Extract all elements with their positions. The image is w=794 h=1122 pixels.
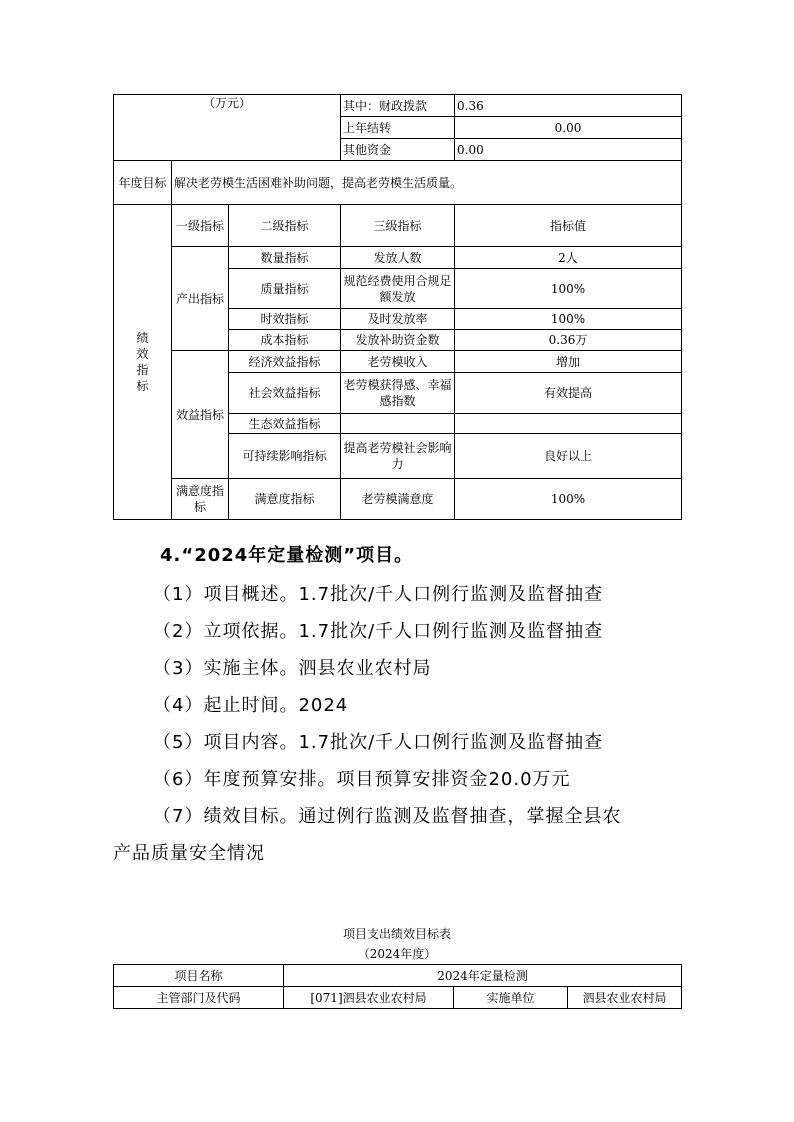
project-name-value: 2024年定量检测 xyxy=(284,965,682,987)
perf-label: 绩效指标 xyxy=(114,205,172,520)
funds-label: （万元） xyxy=(202,96,251,110)
funds-label-cell xyxy=(114,95,341,161)
output-label: 产出指标 xyxy=(172,247,229,351)
performance-table xyxy=(113,94,682,520)
project-name-label: 项目名称 xyxy=(114,965,284,987)
row-l2: 时效指标 xyxy=(229,309,341,330)
annual-goal-text: 解决老劳模生活困难补助问题，提高老劳模生活质量。 xyxy=(172,161,682,205)
row-l2: 可持续影响指标 xyxy=(229,434,341,479)
row-l2: 社会效益指标 xyxy=(229,373,341,414)
section-item: 产品质量安全情况 xyxy=(113,843,265,864)
row-value: 100% xyxy=(455,479,682,520)
unit-value: 泗县农业农村局 xyxy=(568,987,682,1009)
effect-label: 效益指标 xyxy=(172,351,229,479)
section-item: （2）立项依据。1.7批次/千人口例行监测及监督抽查 xyxy=(153,621,604,642)
row-value: 2人 xyxy=(455,247,682,269)
row-l3: 老劳模获得感、幸福感指数 xyxy=(341,373,455,414)
row-l3: 发放补助资金数 xyxy=(341,330,455,351)
annual-goal-label: 年度目标 xyxy=(114,161,172,205)
row-l3 xyxy=(341,414,455,434)
row-l3: 老劳模收入 xyxy=(341,351,455,373)
row-value: 良好以上 xyxy=(455,434,682,479)
row-l2: 质量指标 xyxy=(229,269,341,309)
fiscal-label: 其中：财政拨款 xyxy=(341,95,455,117)
row-value: 100% xyxy=(455,309,682,330)
row-l3: 及时发放率 xyxy=(341,309,455,330)
section-item: （4）起止时间。2024 xyxy=(153,695,349,716)
section-item: （3）实施主体。泗县农业农村局 xyxy=(153,658,432,679)
row-value xyxy=(455,414,682,434)
row-l3: 提高老劳模社会影响力 xyxy=(341,434,455,479)
hdr-level2: 二级指标 xyxy=(229,205,341,247)
row-l3: 老劳模满意度 xyxy=(341,479,455,520)
other-label: 其他资金 xyxy=(341,139,455,161)
fiscal-value: 0.36 xyxy=(455,95,682,117)
section-item: （5）项目内容。1.7批次/千人口例行监测及监督抽查 xyxy=(153,732,604,753)
hdr-level1: 一级指标 xyxy=(172,205,229,247)
row-l2: 生态效益指标 xyxy=(229,414,341,434)
section-item: （6）年度预算安排。项目预算安排资金20.0万元 xyxy=(153,769,571,790)
row-l3: 发放人数 xyxy=(341,247,455,269)
other-value: 0.00 xyxy=(455,139,682,161)
dept-label: 主管部门及代码 xyxy=(114,987,284,1009)
carry-label: 上年结转 xyxy=(341,117,455,139)
section-heading: 4.“2024年定量检测”项目。 xyxy=(160,545,414,566)
dept-value: [071]泗县农业农村局 xyxy=(284,987,454,1009)
table2-subtitle: （2024年度） xyxy=(357,947,437,961)
hdr-value: 指标值 xyxy=(455,205,682,247)
row-value: 增加 xyxy=(455,351,682,373)
satisfaction-label: 满意度指标 xyxy=(172,479,229,520)
row-l3: 规范经费使用合规足额发放 xyxy=(341,269,455,309)
section-item: （7）绩效目标。通过例行监测及监督抽查，掌握全县农 xyxy=(153,806,622,827)
section-item: （1）项目概述。1.7批次/千人口例行监测及监督抽查 xyxy=(153,584,604,605)
row-value: 100% xyxy=(455,269,682,309)
table2-title: 项目支出绩效目标表 xyxy=(342,927,451,941)
unit-label: 实施单位 xyxy=(454,987,568,1009)
row-l2: 经济效益指标 xyxy=(229,351,341,373)
row-l2: 满意度指标 xyxy=(229,479,341,520)
row-value: 有效提高 xyxy=(455,373,682,414)
project-info-table xyxy=(113,964,682,1009)
hdr-level3: 三级指标 xyxy=(341,205,455,247)
row-value: 0.36万 xyxy=(455,330,682,351)
row-l2: 数量指标 xyxy=(229,247,341,269)
carry-value: 0.00 xyxy=(455,117,682,139)
row-l2: 成本指标 xyxy=(229,330,341,351)
